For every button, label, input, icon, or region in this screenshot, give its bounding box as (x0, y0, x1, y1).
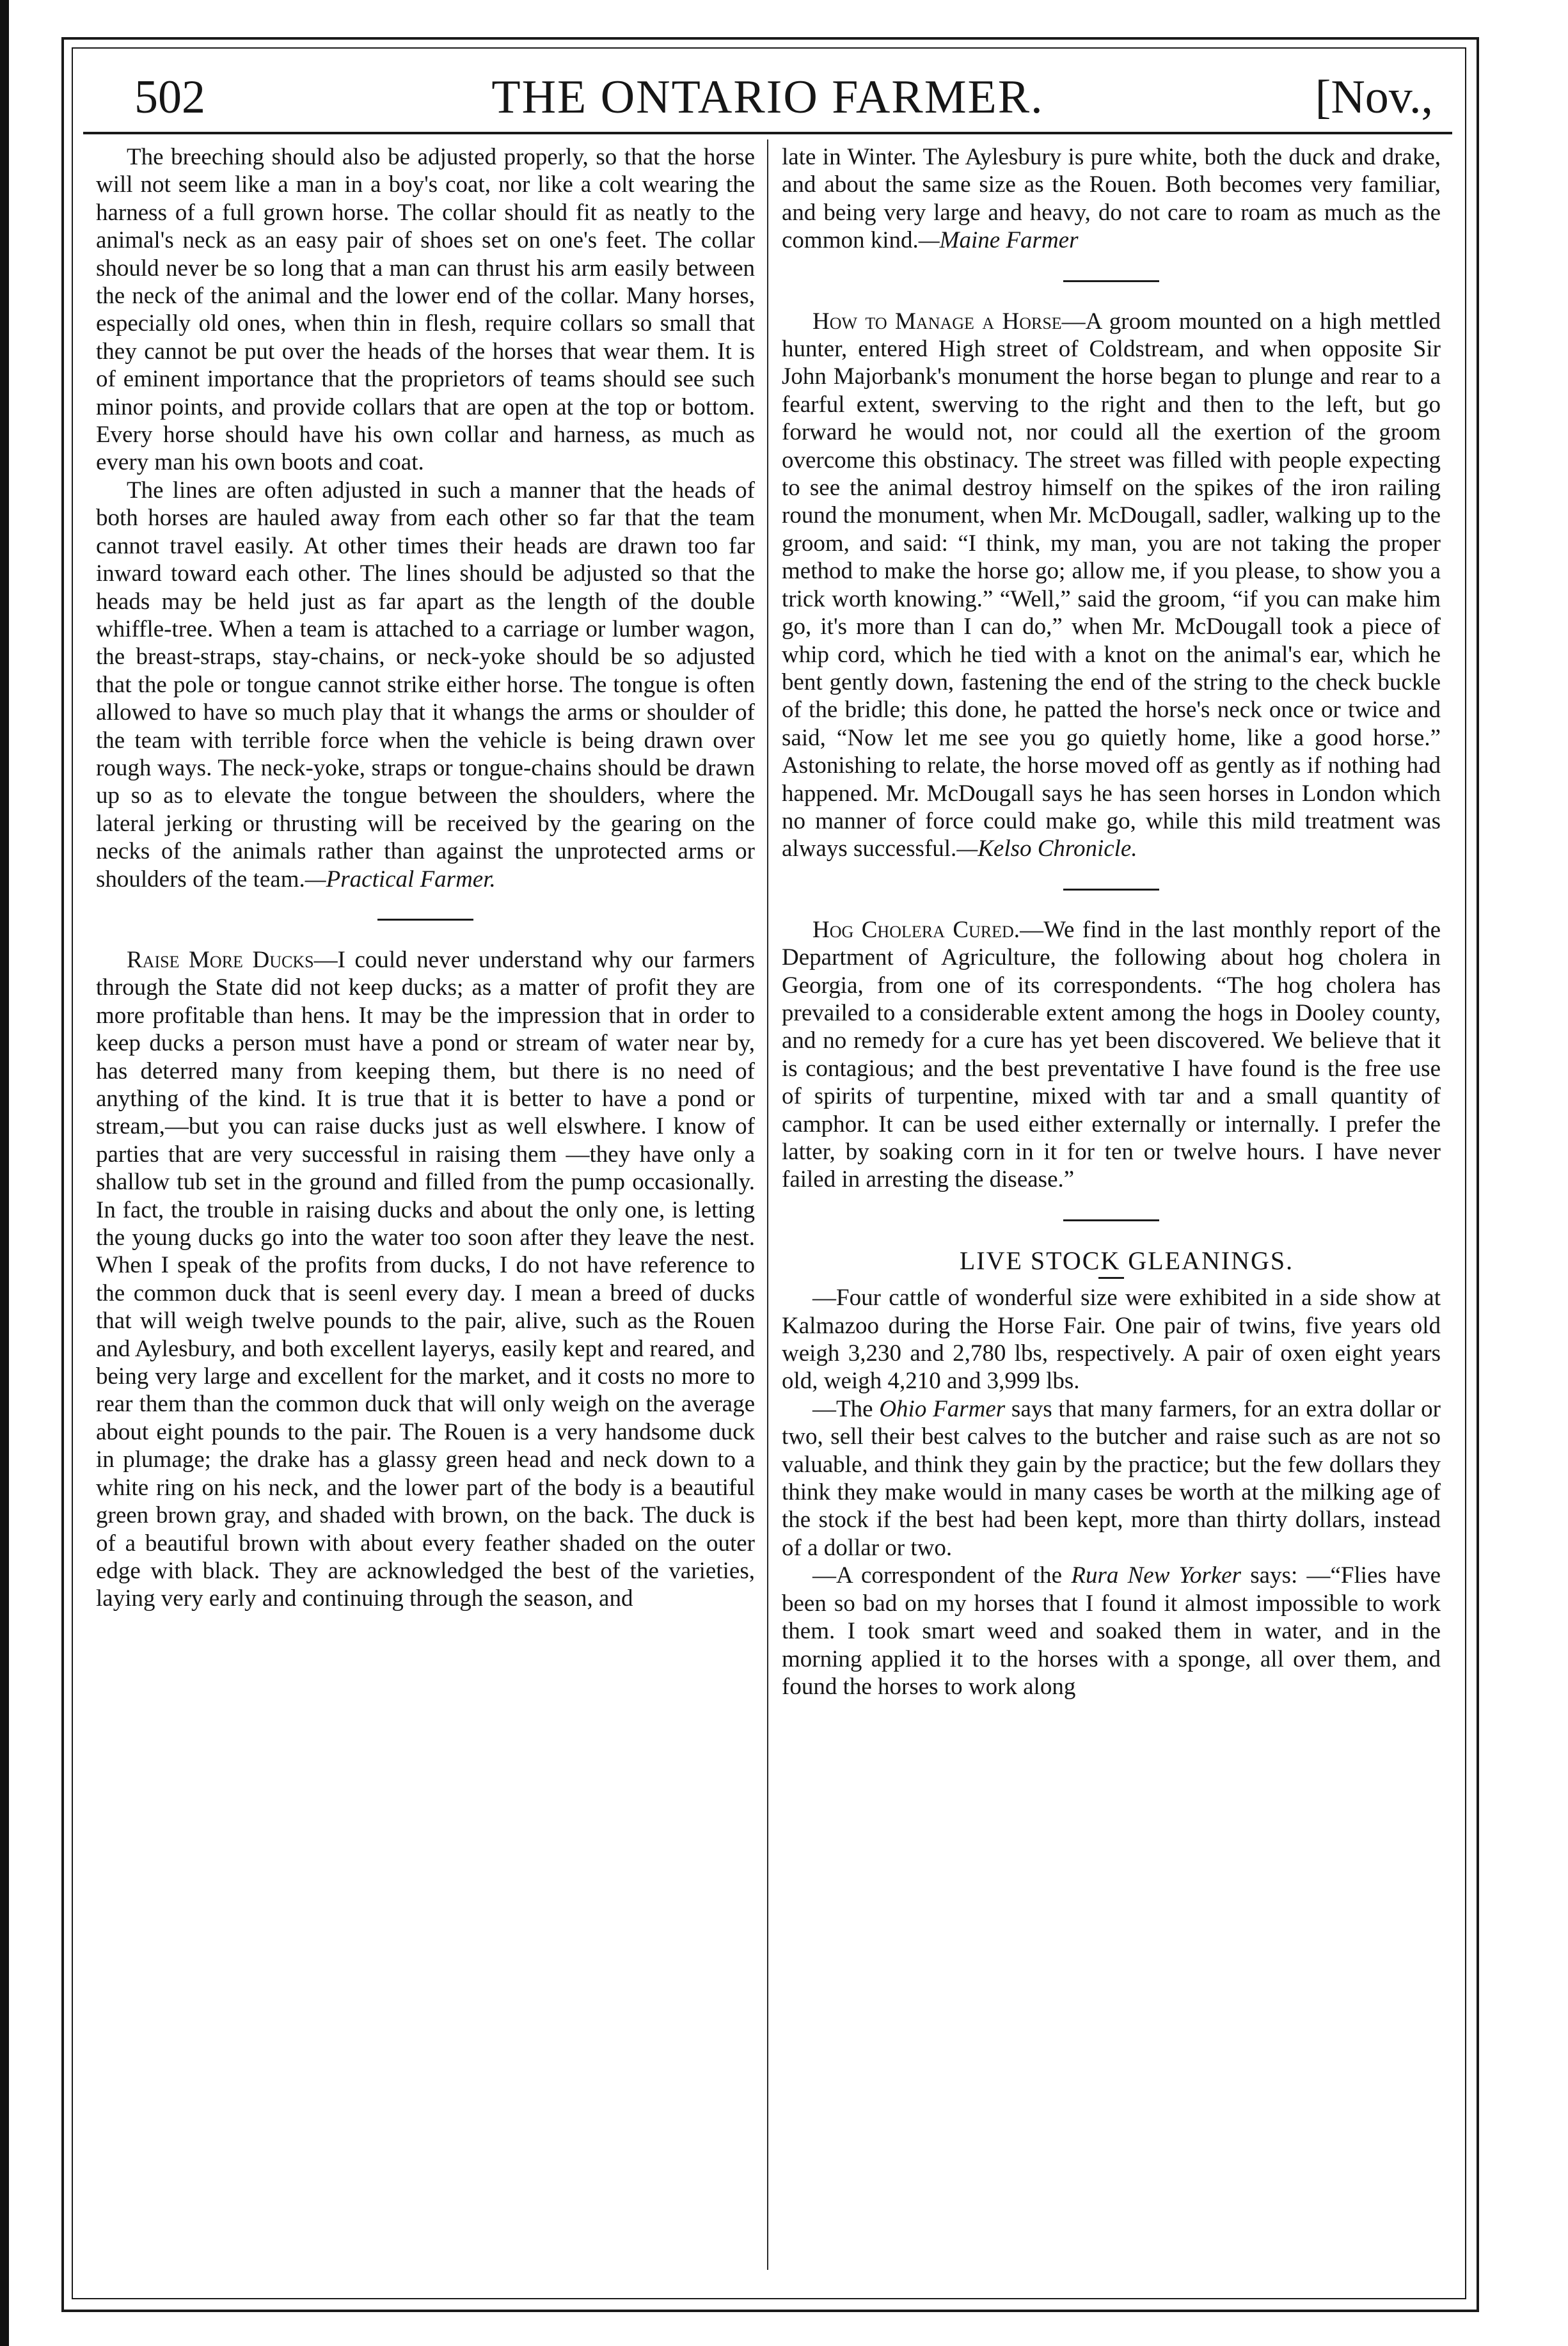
article-separator (1063, 1219, 1159, 1221)
ohio-prefix: —The (812, 1395, 880, 1422)
issue-month: [Nov., (1315, 71, 1433, 123)
ducks-text: —I could never understand why our farmers through the State did not keep ducks; as a matter of profit they are more profitable than hens. It may be the impression that in order to keep ducks a person must have a pond or stream of water near by, has deterred many from keeping them, but there is no need of anything of the kind. It is true that it is better to have a pond or stream,—but you can raise ducks just as well elswhere. I know of parties that are very successful in raising them —they have only a shallow tub set in the ground and filled from the pump occasionally. In fact, the trouble in raising ducks and about the only one, is letting the young ducks go into the water too soon after they leave the nest. When I speak of the profits from ducks, I do not have reference to the common duck that is seenl every day. I mean a breed of ducks that will weigh twelve pounds to the pair, alive, such as the Rouen and Aylesbury, and both excellent layerys, easily kept and reared, and being very large and excellent for the market, and it costs no more to rear them than the common duck that will only weigh on the average about eight pounds to the pair. The Rouen is a very handsome duck in plumage; the drake has a glassy green head and neck down to a white ring on his neck, and the lower part of the body is a beautiful green brown gray, and shaded with brown, on the back. The duck is of a beautiful brown with about every feather shaded on the outer edge with black. They are acknowledged the best of the varieties, laying very early and continuing through the season, and (96, 946, 755, 1612)
ducks-continued-text: late in Winter. The Aylesbury is pure white, both the duck and drake, and about the same size as the Rouen. Both becomes very familiar, and being very large and heavy, do not care to roam as much as the common kind. (782, 144, 1441, 254)
gleanings-title-rule (1098, 1277, 1124, 1279)
breeching-paragraph: The breeching should also be adjusted properly, so that the horse will not seem like a man in a boy's coat, nor like a colt wearing the harness of a full grown horse. The collar should fit as neatly to the animal's neck as an easy pair of shoes set on one's feet. The collar should never be so long that a man can thrust his arm easily between the neck of the animal and the lower end of the collar. Many horses, especially old ones, when thin in flesh, require collars so small that they cannot be put over the heads of the horses that wear them. It is of eminent importance that the proprietors of teams should see such minor points, and provide collars that are open at the top or bottom. Every horse should have his own collar and harness, as much as every man his own boots and coat. (96, 144, 755, 476)
cholera-text: —We find in the last monthly report of the Department of Agriculture, the following about hog cholera in Georgia, from one of its correspondents. “The hog cholera has prevailed to a considerable extent among the hogs in Dooley county, and no remedy for a cure has yet been discovered. We believe that it is contagious; and the best preventative I have found is the free use of spirits of turpentine, mixed with tar and a small quantity of camphor. It can be used either externally or internally. I prefer the latter, by soaking corn in it for ten or twelve hours. I have never failed in arresting the disease.” (782, 916, 1441, 1193)
right-column (782, 143, 1441, 1700)
page-header (83, 61, 1452, 138)
lines-paragraph (96, 477, 755, 893)
article-separator (1063, 280, 1159, 282)
lines-text: The lines are often adjusted in such a manner that the heads of both horses are hauled away from each other so far that the team cannot travel easily. At other times their heads are drawn too far inward toward each other. The lines should be adjusted so that the heads may be held just as far apart as the length of the double whiffle-tree. When a team is attached to a carriage or lumber wagon, the breast-straps, stay-chains, or neck-yoke should be so adjusted that the pole or tongue cannot strike either horse. The tongue is often allowed to have so much play that it whangs the arms or shoulder of the team with terrible force when the vehicle is being drawn over rough ways. The neck-yoke, straps or tongue-chains should be drawn up so as to elevate the tongue between the shoulders, where the lateral jerking or thrusting will be received by the gearing on the necks of the animals rather than against the unprotected arms or shoulders of the team. (96, 477, 755, 892)
ohio-publication-name: Ohio Farmer (879, 1395, 1006, 1422)
rural-publication-name: Rura New Yorker (1071, 1562, 1241, 1589)
horse-text: —A groom mounted on a high mettled hunter, entered High street of Coldstream, and when opposite Sir John Majorbank's monument the horse began to plunge and rear to a fearful extent, swerving to the right and then to the left, but go forward he would not, nor could all the exertion of the groom overcome this obstinacy. The street was filled with people expecting to see the animal destroy himself on the spikes of the iron railing round the monument, when Mr. McDougall, sadler, walking up to the groom, and said: “I think, my man, you are not taking the proper method to make the horse go; allow me, if you please, to show you a trick worth knowing.” “Well,” said the groom, “if you can make him go, it's more than I can do,” when Mr. McDougall took a piece of whip cord, which he tied with a knot on the animal's ear, which he bent gently down, fastening the end of the string to the check buckle of the bridle; this done, he patted the horse's neck once or twice and said, “Now let me see you go quietly home, like a good horse.” Astonishing to relate, the horse moved off as gently as if nothing had happened. Mr. McDougall says he has seen horses in London which no manner of force could make go, while this mild treatment was always successful. (782, 308, 1441, 862)
horse-article (782, 308, 1441, 863)
page-edge-bar (0, 0, 9, 2346)
rural-paragraph (782, 1562, 1441, 1700)
horse-source: —Kelso Chronicle. (956, 836, 1137, 862)
ducks-article (96, 946, 755, 1613)
horse-heading: How to Manage a Horse (812, 308, 1062, 335)
column-divider (767, 139, 768, 2270)
ducks-heading: Raise More Ducks (127, 946, 314, 973)
lines-source: —Practical Farmer. (305, 866, 496, 892)
ducks-continued (782, 143, 1441, 255)
article-separator (377, 919, 473, 921)
cholera-heading: Hog Cholera Cured. (812, 916, 1020, 943)
ohio-paragraph (782, 1395, 1441, 1562)
rural-text: says: —“Flies have been so bad on my horses that I found it almost impossible to work them. I took smart weed and soaked them in water, and in the morning applied it to the horses with a sponge, all over them, and found the horses to work along (782, 1562, 1441, 1700)
gleanings-title: LIVE STOCK GLEANINGS. (959, 1246, 1294, 1275)
ohio-text: says that many farmers, for an extra dollar or two, sell their best calves to the butcher and raise such as are not so valuable, and think they gain by the practice; but the few dollars they think they make would in many cases be worth at the milking age of the stock if the best had been kept, more than thirty dollars, instead of a dollar or two. (782, 1395, 1441, 1561)
header-rule (83, 132, 1452, 134)
ducks-source: —Maine Farmer (918, 227, 1079, 254)
cattle-paragraph: —Four cattle of wonderful size were exhibited in a side show at Kalmazoo during the Horse Fair. One pair of twins, five years old weigh 3,230 and 2,780 lbs, respectively. A pair of oxen eight years old, weigh 4,210 and 3,999 lbs. (782, 1285, 1441, 1395)
article-separator (1063, 889, 1159, 891)
publication-title: THE ONTARIO FARMER. (491, 71, 1044, 123)
left-column (96, 143, 755, 1613)
cholera-article (782, 916, 1441, 1194)
page-number: 502 (134, 71, 205, 123)
rural-prefix: —A correspondent of the (812, 1562, 1072, 1589)
